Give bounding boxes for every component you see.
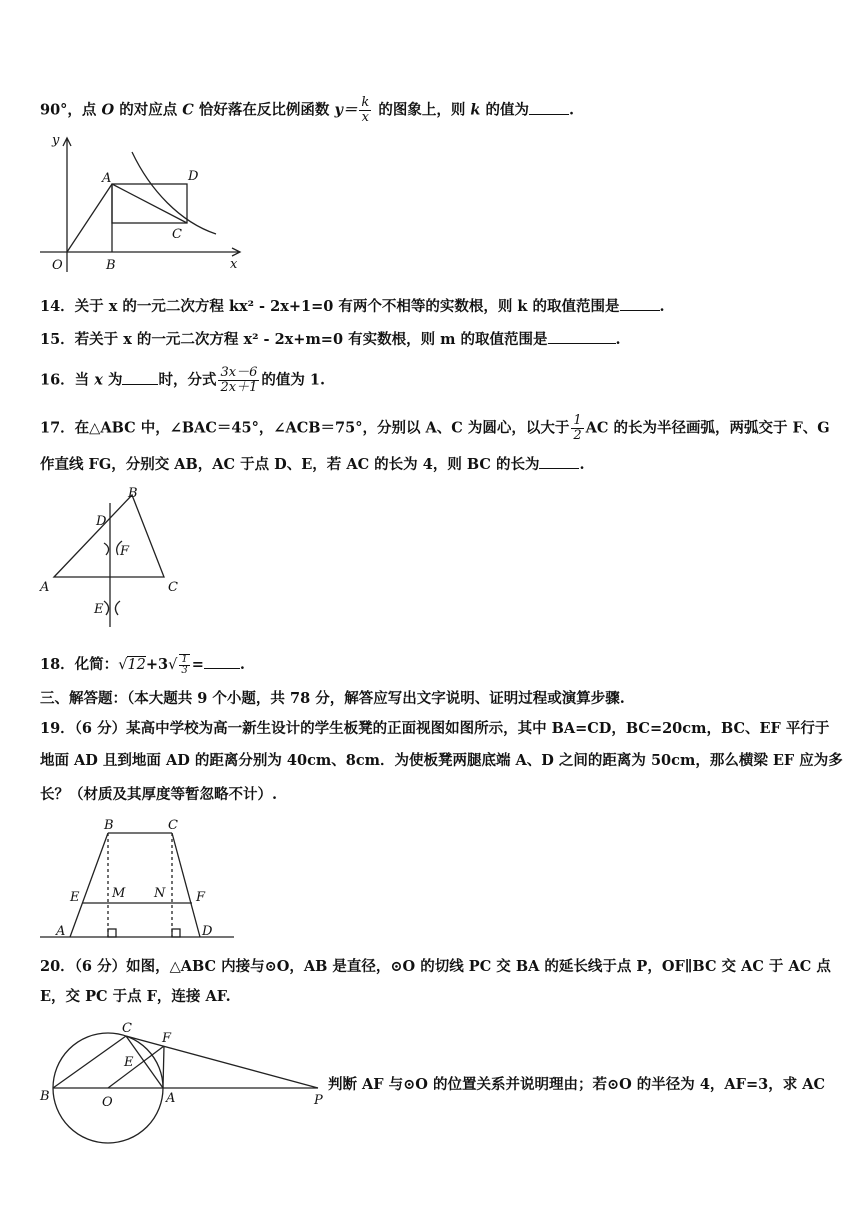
q18-sqrt-frac: √ $\frac{1}{3}$ — [168, 654, 188, 676]
fig20-label-o: O — [102, 1095, 113, 1110]
fig13-segment-ac — [112, 184, 187, 223]
q14-text: 14．关于 x 的一元二次方程 kx² - 2x+1=0 有两个不相等的实数根，则 k 的取值范围是 — [40, 298, 620, 315]
fig20-label-a: A — [166, 1091, 176, 1106]
fig19-label-b: B — [104, 818, 114, 833]
q17-half-den: 2 — [573, 428, 582, 443]
fig19-label-a: A — [56, 924, 66, 939]
fig19-label-e: E — [70, 890, 80, 905]
fig20-tangent-pc — [126, 1036, 318, 1088]
q13-line — [40, 96, 574, 125]
fig13-label-a: A — [102, 171, 112, 186]
fig17-arc-e-left — [104, 601, 109, 615]
fig20-label-f: F — [162, 1031, 172, 1046]
fig19-label-m: M — [112, 886, 126, 901]
fig17-triangle-abc — [54, 495, 164, 577]
q16-text-3: 时，分式 — [158, 371, 217, 389]
q18-eq: = — [191, 656, 204, 673]
q18-frac-num: 1 — [181, 654, 188, 665]
q17-answer-blank — [539, 454, 579, 469]
fig17-label-d: D — [96, 514, 107, 529]
fig20-segment-of — [108, 1046, 164, 1088]
q15-end: . — [615, 331, 621, 348]
q17-line-2 — [40, 454, 585, 475]
q18-text-1: 18．化简： — [40, 656, 119, 673]
q16-x: x — [94, 371, 103, 389]
fig13-label-b: B — [106, 258, 116, 273]
fig17-label-b: B — [128, 486, 138, 501]
fig17-label-c: C — [168, 580, 178, 595]
fig19-label-c: C — [168, 818, 178, 833]
q19-line-2 — [40, 751, 843, 771]
fig17-label-f: F — [120, 544, 130, 559]
q20-line-3 — [328, 1075, 825, 1095]
q16-line — [40, 366, 325, 395]
q17-half-fraction — [571, 414, 583, 443]
q16-text-2: 为 — [107, 371, 123, 389]
fig13-label-o: O — [52, 258, 63, 273]
figure-q13 — [40, 130, 260, 275]
q17-text-2: 作直线 FG，分别交 AB，AC 于点 D、E，若 AC 的长为 4，则 BC 的长为 — [40, 456, 540, 473]
q16-answer-blank — [122, 370, 158, 385]
figure-q17 — [40, 485, 190, 630]
fig13-segment-oa — [67, 184, 112, 252]
q13-point-o: O — [101, 101, 115, 119]
q16-fraction — [218, 366, 259, 395]
fig17-arc-f-left — [104, 543, 109, 555]
fig19-leg-ab — [70, 833, 108, 937]
q13-y-eq: y＝ — [334, 101, 358, 119]
q20-text-1: 20．（6 分）如图，△ABC 内接与⊙O，AB 是直径，⊙O 的切线 PC 交 BA 的延长线于点 P，OF∥BC 交 AC 于 AC 点 — [40, 958, 831, 975]
q18-end: . — [239, 656, 245, 673]
q17-text-1b: AC 的长为半径画弧，两弧交于 F、G — [585, 419, 830, 437]
q13-text-5: 的值为 — [485, 101, 529, 119]
q18-line — [40, 654, 245, 676]
section-3-heading — [40, 689, 625, 709]
q16-frac-num: 3x－6 — [220, 365, 258, 380]
q15-line — [40, 329, 621, 350]
q20-text-3: 判断 AF 与⊙O 的位置关系并说明理由；若⊙O 的半径为 4，AF=3，求 AC — [328, 1076, 826, 1093]
q20-text-2: E，交 PC 于点 F，连接 AF. — [40, 988, 231, 1005]
q17-line-1 — [40, 414, 830, 443]
figure-q20 — [40, 1018, 330, 1148]
fig20-label-p: P — [314, 1093, 323, 1108]
q13-end: . — [569, 101, 575, 119]
fig19-label-f: F — [196, 890, 206, 905]
fig19-label-d: D — [202, 924, 213, 939]
q13-text-4: 的图象上，则 — [378, 101, 466, 119]
fig19-right-angle-right — [172, 929, 180, 937]
q20-line-2 — [40, 987, 231, 1007]
q18-plus3: +3 — [145, 656, 169, 673]
q17-text-1a: 17．在△ABC 中，∠BAC＝45°，∠ACB＝75°，分别以 A、C 为圆心，以大于 — [40, 419, 570, 437]
q14-line — [40, 296, 665, 317]
fig20-segment-af — [163, 1046, 164, 1088]
fig20-label-c: C — [122, 1021, 132, 1036]
fig13-label-x: x — [230, 257, 238, 272]
q18-frac — [179, 654, 189, 676]
q20-line-1 — [40, 957, 831, 977]
q13-k: k — [470, 101, 481, 119]
q17-end: . — [579, 456, 585, 473]
q14-answer-blank — [620, 296, 660, 311]
q16-frac-den: 2x＋1 — [220, 380, 258, 395]
q13-frac-num: k — [361, 95, 370, 110]
q18-frac-den: 3 — [181, 665, 188, 676]
q13-point-c: C — [182, 101, 194, 119]
q13-text-1: 90°，点 — [40, 101, 97, 119]
fig13-label-d: D — [188, 169, 199, 184]
fig17-label-e: E — [94, 602, 104, 617]
fig17-arc-e-right — [115, 601, 120, 615]
q18-sqrt12-radicand: 12 — [127, 657, 146, 673]
fig19-right-angle-left — [108, 929, 116, 937]
q18-sqrt12: √12 — [118, 657, 146, 673]
q13-text-2: 的对应点 — [119, 101, 178, 119]
fig17-label-a: A — [40, 580, 50, 595]
fig19-leg-cd — [172, 833, 200, 937]
fig13-hyperbola — [132, 152, 216, 234]
q13-answer-blank — [529, 100, 569, 115]
fig13-label-c: C — [172, 227, 182, 242]
q19-text-2: 地面 AD 且到地面 AD 的距离分别为 40cm、8cm．为使板凳两腿底端 A、D 之间的距离为 50cm，那么横梁 EF 应为多 — [40, 752, 843, 769]
fig13-label-y: y — [52, 133, 60, 148]
q17-half-num: 1 — [573, 413, 582, 428]
q19-text-3: 长？（材质及其厚度等暂忽略不计）. — [40, 786, 278, 803]
figure-q19 — [40, 815, 240, 945]
q13-text-3: 恰好落在反比例函数 — [198, 101, 330, 119]
q16-text-4: 的值为 1. — [261, 371, 326, 389]
fig20-chord-bc — [53, 1036, 126, 1088]
q18-answer-blank — [204, 654, 240, 669]
q14-end: . — [659, 298, 665, 315]
q15-text: 15．若关于 x 的一元二次方程 x² - 2x+m=0 有实数根，则 m 的取值范围是 — [40, 331, 548, 348]
q13-frac-den: x — [361, 110, 369, 125]
q19-text-1: 19．（6 分）某高中学校为高一新生设计的学生板凳的正面视图如图所示，其中 BA=CD，BC=20cm，BC、EF 平行于 — [40, 720, 830, 737]
q19-line-3 — [40, 785, 277, 805]
q19-line-1 — [40, 719, 829, 739]
section-3-text: 三、解答题：（本大题共 9 个小题，共 78 分，解答应写出文字说明、证明过程或演算步骤. — [40, 690, 625, 707]
fig19-label-n: N — [154, 886, 166, 901]
fig20-label-e: E — [124, 1055, 134, 1070]
q15-answer-blank — [548, 329, 616, 344]
q16-text-1: 16．当 — [40, 371, 90, 389]
fig20-label-b: B — [40, 1089, 50, 1104]
q13-fraction — [359, 96, 371, 125]
